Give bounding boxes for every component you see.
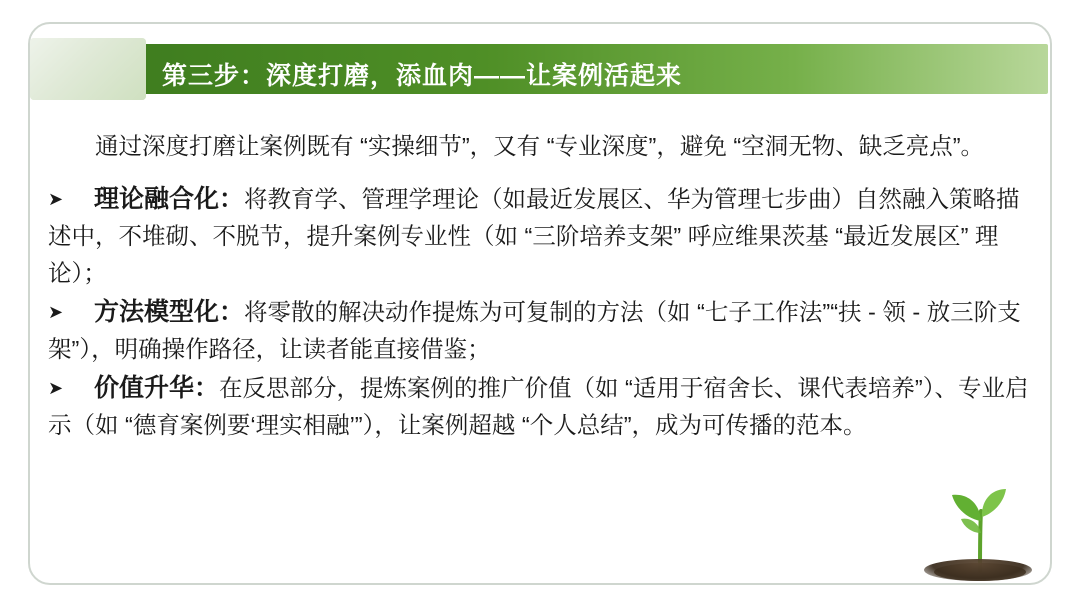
bullet-arrow-icon: ➤ (48, 189, 64, 209)
bullet-lead-1: 理论融合化： (94, 185, 245, 213)
intro-paragraph: 通过深度打磨让案例既有 “实操细节”，又有 “专业深度”，避免 “空洞无物、缺乏亮点”。 (95, 133, 985, 159)
bullet-text-1: 将教育学、管理学理论（如最近发展区、华为管理七步曲）自然融入策略描述中，不堆砌、不脱节，提升案例专业性（如 “三阶培养支架” 呼应维果茨基 “最近发展区” 理论）； (48, 186, 1020, 286)
page-title: 第三步：深度打磨，添血肉——让案例活起来 (162, 62, 683, 90)
bullet-item-1 (48, 181, 1033, 292)
bullet-text-2: 将零散的解决动作提炼为可复制的方法（如 “七子工作法”“扶 - 领 - 放三阶支架”），明确操作路径，让读者能直接借鉴； (48, 299, 1021, 362)
bullet-text-3: 在反思部分，提炼案例的推广价值（如 “适用于宿舍长、课代表培养”）、专业启示（如 “德育案例要‘理实相融’”），让案例超越 “个人总结”，成为可传播的范本。 (48, 375, 1029, 438)
slide-header (30, 38, 1050, 100)
slide-body (48, 128, 1033, 446)
bullet-arrow-icon: ➤ (48, 302, 64, 322)
bullet-lead-3: 价值升华： (94, 374, 220, 402)
bullet-arrow-icon: ➤ (48, 378, 64, 398)
hand-holding-sprout-icon (30, 38, 146, 100)
bullet-lead-2: 方法模型化： (94, 298, 245, 326)
bullet-item-2 (48, 294, 1033, 368)
sprout-plant-icon (918, 471, 1038, 581)
bullet-item-3 (48, 370, 1033, 444)
